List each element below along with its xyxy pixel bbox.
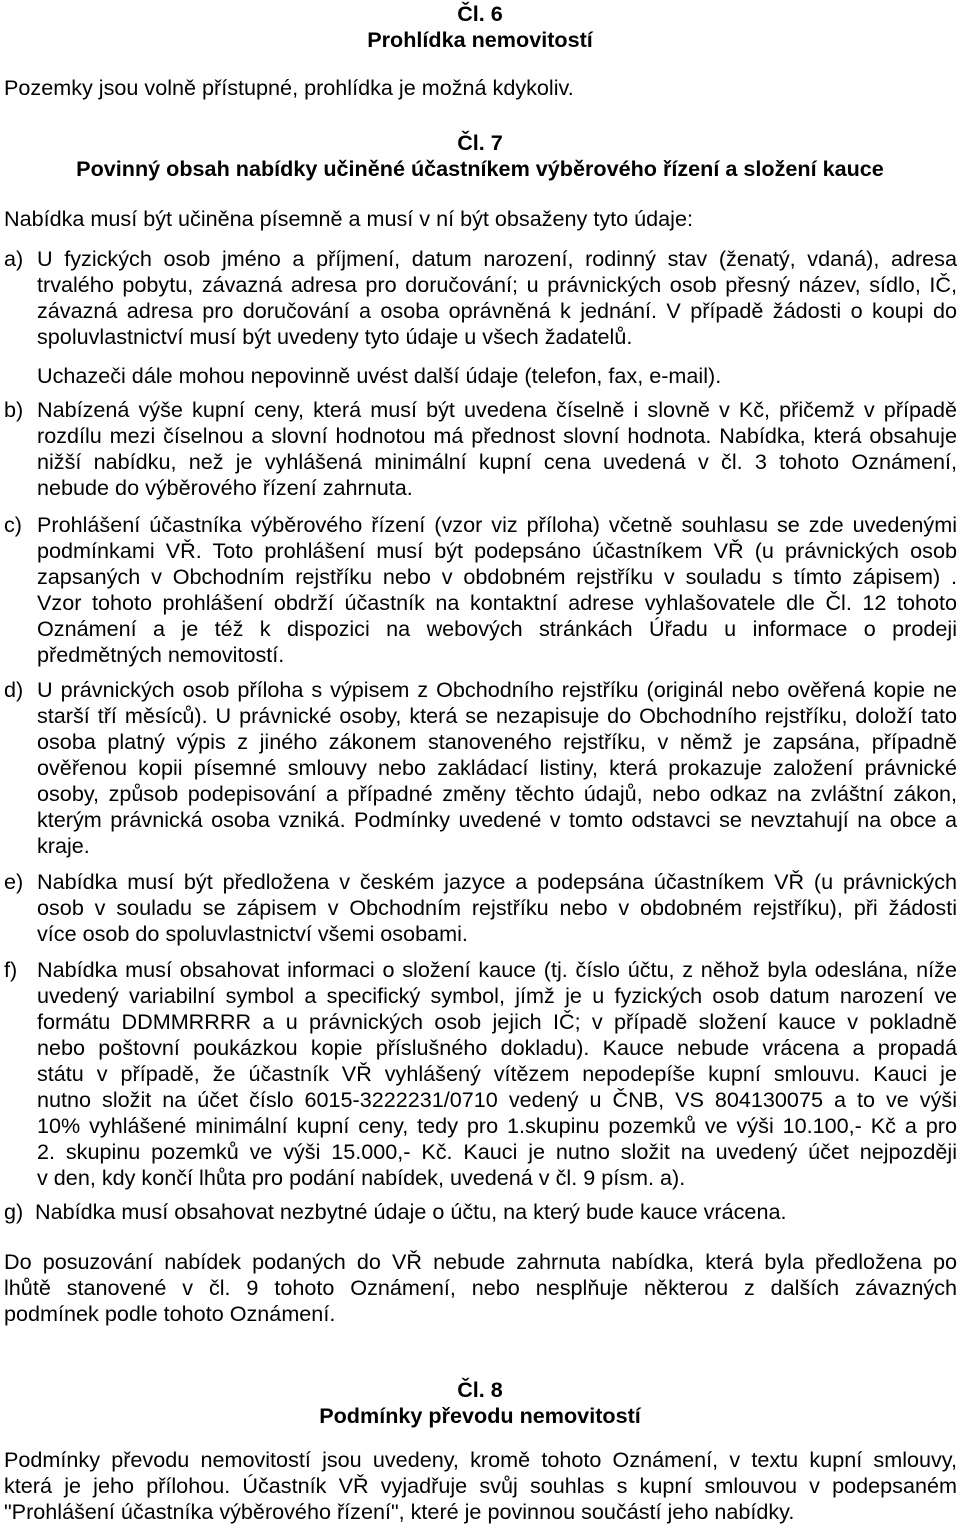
item-line: ověřenou kopii písemné smlouvy nebo zakládací listiny, která prokazuje založení právnické: [37, 755, 957, 780]
item-line: závazná adresa pro doručování a osoba oprávněná k jednání. V případě žádosti o koupi do: [37, 298, 957, 323]
item-line: kraje.: [37, 833, 90, 858]
paragraph-line: Podmínky převodu nemovitostí jsou uvedeny, kromě tohoto Oznámení, v textu kupní smlouvy,: [4, 1447, 957, 1472]
item-a-note: Uchazeči dále mohou nepovinně uvést další údaje (telefon, fax, e-mail).: [37, 363, 722, 388]
item-line: Nabízená výše kupní ceny, která musí být uvedena číselně i slovně v Kč, přičemž v případě: [37, 397, 957, 422]
item-label: c): [4, 512, 22, 537]
article-7-number: Čl. 7: [457, 130, 503, 155]
item-line: trvalého pobytu, závazná adresa pro doručování; u právnických osob přesný název, sídlo, IČ,: [37, 272, 957, 297]
item-line: nebo poštovní poukázkou kopie příslušného dokladu). Kauce nebude vrácena a propadá: [37, 1035, 957, 1060]
item-line: Prohlášení účastníka výběrového řízení (vzor viz příloha) včetně souhlasu se zde uvedenými: [37, 512, 957, 537]
item-line: 2. skupinu pozemků ve výši 15.000,- Kč. Kauci je nutno složit na uvedený účet nejpozději: [37, 1139, 957, 1164]
item-line: starší tří měsíců). U právnické osoby, která se nezapisuje do Obchodního rejstříku, doloží tato: [37, 703, 957, 728]
article-6-title: Prohlídka nemovitostí: [367, 27, 593, 52]
item-line: nebude do výběrového řízení zahrnuta.: [37, 475, 413, 500]
item-line: formátu DDMMRRRR a u právnických osob jejich IČ; v případě složení kauce v pokladně: [37, 1009, 957, 1034]
item-line: předmětných nemovitostí.: [37, 642, 285, 667]
item-line: státu v případě, že účastník VŘ vyhlášený vítězem nepodepíše kupní smlouvu. Kauci je: [37, 1061, 957, 1086]
article-7-intro: Nabídka musí být učiněna písemně a musí v ní být obsaženy tyto údaje:: [4, 206, 693, 231]
item-label: d): [4, 677, 24, 702]
item-line: osoby, způsob podepisování a případné změny těchto údajů, nebo odkaz na zvláštní zákon,: [37, 781, 957, 806]
article-7-closing: [4, 1249, 957, 1327]
item-line: nutno složit na účet číslo 6015-3222231/0710 vedený u ČNB, VS 804130075 a to ve výši: [37, 1087, 957, 1112]
item-line: zapsaných v Obchodním rejstříku nebo v obdobném rejstříku v souladu s tímto zápisem) .: [37, 564, 957, 589]
item-line: osob v souladu se zápisem v Obchodním rejstříku nebo v obdobném rejstříku), při žádosti: [37, 895, 957, 920]
paragraph-line: podmínek podle tohoto Oznámení.: [4, 1301, 336, 1326]
item-line: osoba platný výpis z jiného zákonem stanoveného rejstříku, v němž je zapsána, případně: [37, 729, 957, 754]
item-line: U fyzických osob jméno a příjmení, datum narození, rodinný stav (ženatý, vdaná), adresa: [37, 246, 957, 271]
item-line: U právnických osob příloha s výpisem z Obchodního rejstříku (originál nebo ověřená kopie ne: [37, 677, 957, 702]
item-line: rozdílu mezi číselnou a slovní hodnotou má přednost slovní hodnota. Nabídka, která obsahuje: [37, 423, 957, 448]
article-6-text: Pozemky jsou volně přístupné, prohlídka je možná kdykoliv.: [4, 75, 574, 100]
item-line: uvedený variabilní symbol a specifický symbol, jímž je u fyzických osob datum narození ve: [37, 983, 957, 1008]
item-label: b): [4, 397, 24, 422]
item-line: nižší nabídku, než je vyhlášená minimální kupní cena uvedená v čl. 3 tohoto Oznámení,: [37, 449, 957, 474]
article-6-number: Čl. 6: [457, 1, 503, 26]
item-line: Nabídka musí obsahovat nezbytné údaje o účtu, na který bude kauce vrácena.: [35, 1199, 787, 1224]
paragraph-line: "Prohlášení účastníka výběrového řízení", které je povinnou součástí jeho nabídky.: [4, 1499, 795, 1524]
paragraph-line: lhůtě stanovené v čl. 9 tohoto Oznámení, nebo nesplňuje některou z dalších závazných: [4, 1275, 957, 1300]
item-line: Nabídka musí být předložena v českém jazyce a podepsána účastníkem VŘ (u právnických: [37, 869, 957, 894]
item-line: v den, kdy končí lhůta pro podání nabídek, uvedená v čl. 9 písm. a).: [37, 1165, 686, 1190]
paragraph-line: která je jeho přílohou. Účastník VŘ vyjadřuje svůj souhlas s kupní smlouvou v podepsaném: [4, 1473, 957, 1498]
item-line: více osob do spoluvlastnictví všemi osobami.: [37, 921, 468, 946]
item-line: Vzor tohoto prohlášení obdrží účastník na kontaktní adrese vyhlašovatele dle Čl. 12 tohoto: [37, 590, 957, 615]
article-8-number: Čl. 8: [457, 1377, 503, 1402]
item-label: f): [4, 957, 18, 982]
item-line: 10% vyhlášené minimální kupní ceny, tedy pro 1.skupinu pozemků ve výši 10.100,- Kč a pro: [37, 1113, 957, 1138]
article-8-paragraph: [4, 1447, 957, 1525]
item-label: a): [4, 246, 24, 271]
paragraph-line: Do posuzování nabídek podaných do VŘ nebude zahrnuta nabídka, která byla předložena po: [4, 1249, 957, 1274]
item-line: Oznámení a je též k dispozici na webových stránkách Úřadu u informace o prodeji: [37, 616, 957, 641]
item-label: g): [4, 1199, 24, 1224]
item-line: podmínkami VŘ. Toto prohlášení musí být podepsáno účastníkem VŘ (u právnických osob: [37, 538, 957, 563]
item-line: kterým právnická osoba vzniká. Podmínky uvedené v tomto odstavci se nevztahují na obce a: [37, 807, 957, 832]
item-line: Nabídka musí obsahovat informaci o složení kauce (tj. číslo účtu, z něhož byla odeslána, níže: [37, 957, 957, 982]
item-line: spoluvlastnictví musí být uvedeny tyto údaje u všech žadatelů.: [37, 324, 633, 349]
article-8-title: Podmínky převodu nemovitostí: [319, 1403, 641, 1428]
article-7-title: Povinný obsah nabídky učiněné účastníkem výběrového řízení a složení kauce: [76, 156, 884, 181]
item-label: e): [4, 869, 24, 894]
